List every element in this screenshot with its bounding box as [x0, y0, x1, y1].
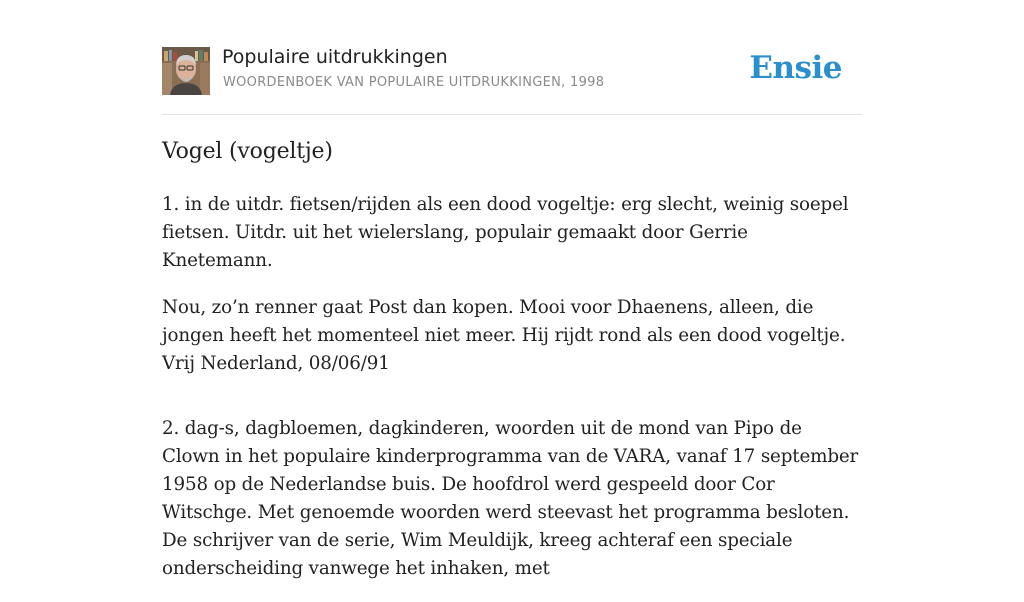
source-title: WOORDENBOEK VAN POPULAIRE UITDRUKKINGEN, 1998	[223, 75, 605, 90]
entry-paragraph: 2. dag-s, dagbloemen, dagkinderen, woorden uit de mond van Pipo de Clown in het populaire kinderprogramma van de VARA, vanaf 17 september 1958 op de Nederlandse buis. De hoofdrol werd gespeeld door Cor Witschge. Met genoemde woorden werd steevast het programma besloten. De schrijver van de serie, Wim Meuldijk, kreeg achteraf een speciale onderscheiding vanwege het inhaken, met	[162, 418, 859, 579]
entry-title: Vogel (vogeltje)	[162, 139, 333, 164]
avatar-photo-icon	[162, 47, 210, 95]
entry-quote: Nou, zo’n renner gaat Post dan kopen. Mooi voor Dhaenens, alleen, die jongen heeft het momenteel niet meer. Hij rijdt rond als een dood vogeltje. Vrij Nederland, 08/06/91	[162, 297, 846, 374]
entry-paragraph: 1. in de uitdr. fietsen/rijden als een dood vogeltje: erg slecht, weinig soepel fietsen. Uitdr. uit het wielerslang, populair gemaakt door Gerrie Knetemann.	[162, 194, 849, 271]
author-name[interactable]: Populaire uitdrukkingen	[222, 46, 448, 68]
entry-header	[162, 46, 862, 115]
entry-content	[162, 136, 862, 602]
author-avatar[interactable]	[162, 47, 210, 95]
ensie-logo[interactable]: Ensie	[749, 50, 842, 86]
